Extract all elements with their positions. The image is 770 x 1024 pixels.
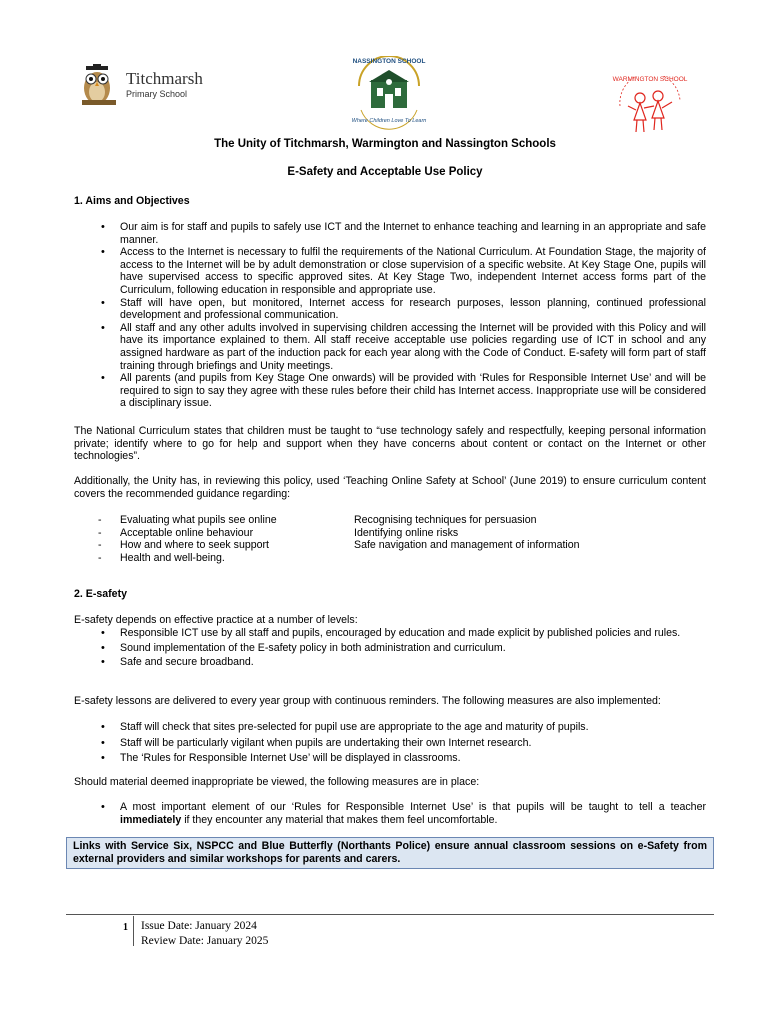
list-item: Recognising techniques for persuasion bbox=[354, 514, 537, 526]
section2-heading: 2. E-safety bbox=[74, 588, 127, 600]
issue-date: Issue Date: January 2024 bbox=[141, 920, 257, 932]
page-title: The Unity of Titchmarsh, Warmington and Nassington Schools bbox=[214, 138, 556, 150]
list-item: • The ‘Rules for Responsible Internet Use’ will be displayed in classrooms. bbox=[74, 752, 706, 765]
nassington-motto: Where Children Love To Learn bbox=[351, 118, 427, 124]
list-item: - Acceptable online behaviour bbox=[74, 527, 354, 540]
list-item: • Sound implementation of the E-safety policy in both administration and curriculum. bbox=[74, 642, 706, 655]
titchmarsh-name: Titchmarsh bbox=[126, 69, 203, 88]
aims-list bbox=[74, 221, 706, 410]
callout-text: Links with Service Six, NSPCC and Blue Butterfly (Northants Police) ensure annual classroom sessions on e-Safety from external providers and similar workshops for parents and carers. bbox=[73, 840, 707, 865]
page-number: 1 bbox=[123, 922, 128, 933]
list-item: • Responsible ICT use by all staff and pupils, encouraged by education and made explicit by published policies and rules. bbox=[74, 627, 706, 640]
list-item: Safe navigation and management of information bbox=[354, 539, 580, 552]
warmington-name: WARMINGTON SCHOOL bbox=[612, 76, 688, 83]
list-item: • Staff will check that sites pre-selected for pupil use are appropriate to the age and maturity of pupils. bbox=[74, 721, 706, 734]
curriculum-paragraph: The National Curriculum states that children must be taught to “use technology safely and respectfully, keeping personal information private; identify where to go for help and support when they have concerns about content or contact on the Internet or other technologies”. bbox=[74, 425, 706, 463]
callout-box bbox=[66, 837, 714, 869]
section1-heading: 1. Aims and Objectives bbox=[74, 195, 190, 207]
guidance-list-right bbox=[354, 514, 694, 552]
list-item: • Access to the Internet is necessary to fulfil the requirements of the National Curriculum. At Foundation Stage, the majority of access to the Internet will be by adult demonstration or close supervision of a specific website. At Key Stage One, pupils will have supervised access to specific approved sites. At Key Stage Two, independent Internet access forms part of the Curriculum, following education in responsible and appropriate use. bbox=[74, 246, 706, 296]
titchmarsh-subtitle: Primary School bbox=[126, 89, 188, 99]
review-date: Review Date: January 2025 bbox=[141, 935, 269, 947]
guidance-list-left bbox=[74, 514, 354, 564]
teacher-list bbox=[74, 801, 706, 826]
list-item: - Evaluating what pupils see online bbox=[74, 514, 354, 527]
list-item: • A most important element of our ‘Rules for Responsible Internet Use’ is that pupils will be taught to tell a teacher immediately if they encounter any material that makes them feel uncomfortable. bbox=[74, 801, 706, 826]
list-item: • All staff and any other adults involved in supervising children accessing the Internet will be provided with this Policy and will have its importance explained to them. All staff receive acceptable use policies regarding use of ICT in school and any assigned hardware as part of the induction pack for each year along with the Code of Conduct. E-safety will form part of staff training through briefings and Unity meetings. bbox=[74, 322, 706, 372]
page-subtitle: E-Safety and Acceptable Use Policy bbox=[287, 166, 483, 178]
list-item: - How and where to seek support bbox=[74, 539, 354, 552]
list-item: • Safe and secure broadband. bbox=[74, 656, 706, 669]
list-item: Identifying online risks bbox=[354, 526, 459, 539]
list-item: - Health and well-being. bbox=[74, 552, 354, 565]
inappropriate-paragraph: Should material deemed inappropriate be viewed, the following measures are in place: bbox=[74, 776, 480, 788]
esafety-intro: E-safety depends on effective practice at a number of levels: bbox=[74, 614, 358, 626]
guidance-paragraph: Additionally, the Unity has, in reviewing this policy, used ‘Teaching Online Safety at School’ (June 2019) to ensure curriculum content covers the recommended guidance regarding: bbox=[74, 475, 706, 500]
nassington-name: NASSINGTON SCHOOL bbox=[352, 58, 426, 65]
list-item: • All parents (and pupils from Key Stage One onwards) will be provided with ‘Rules for Responsible Internet Use’ and will be required to sign to say they agree with these rules before their child has Internet access. Inappropriate use will be considered a disciplinary issue. bbox=[74, 372, 706, 410]
list-item: • Staff will have open, but monitored, Internet access for research purposes, lesson planning, continued professional development and professional communication. bbox=[74, 297, 706, 322]
list-item: • Our aim is for staff and pupils to safely use ICT and the Internet to enhance teaching and learning in an appropriate and safe manner. bbox=[74, 221, 706, 246]
emphasis-text: immediately bbox=[120, 813, 182, 826]
footer-rule bbox=[66, 914, 714, 915]
measures-list bbox=[74, 721, 706, 765]
warmington-logo bbox=[612, 76, 688, 140]
footer-divider bbox=[133, 916, 134, 946]
nassington-logo bbox=[343, 56, 435, 136]
esafety-levels-list bbox=[74, 627, 706, 669]
children-drawing-icon bbox=[612, 76, 688, 140]
school-crest-icon bbox=[343, 56, 435, 136]
owl-icon bbox=[80, 64, 124, 108]
lessons-paragraph: E-safety lessons are delivered to every year group with continuous reminders. The following measures are also implemented: bbox=[74, 695, 661, 707]
titchmarsh-logo bbox=[80, 64, 220, 108]
list-item: • Staff will be particularly vigilant when pupils are undertaking their own Internet research. bbox=[74, 737, 706, 750]
